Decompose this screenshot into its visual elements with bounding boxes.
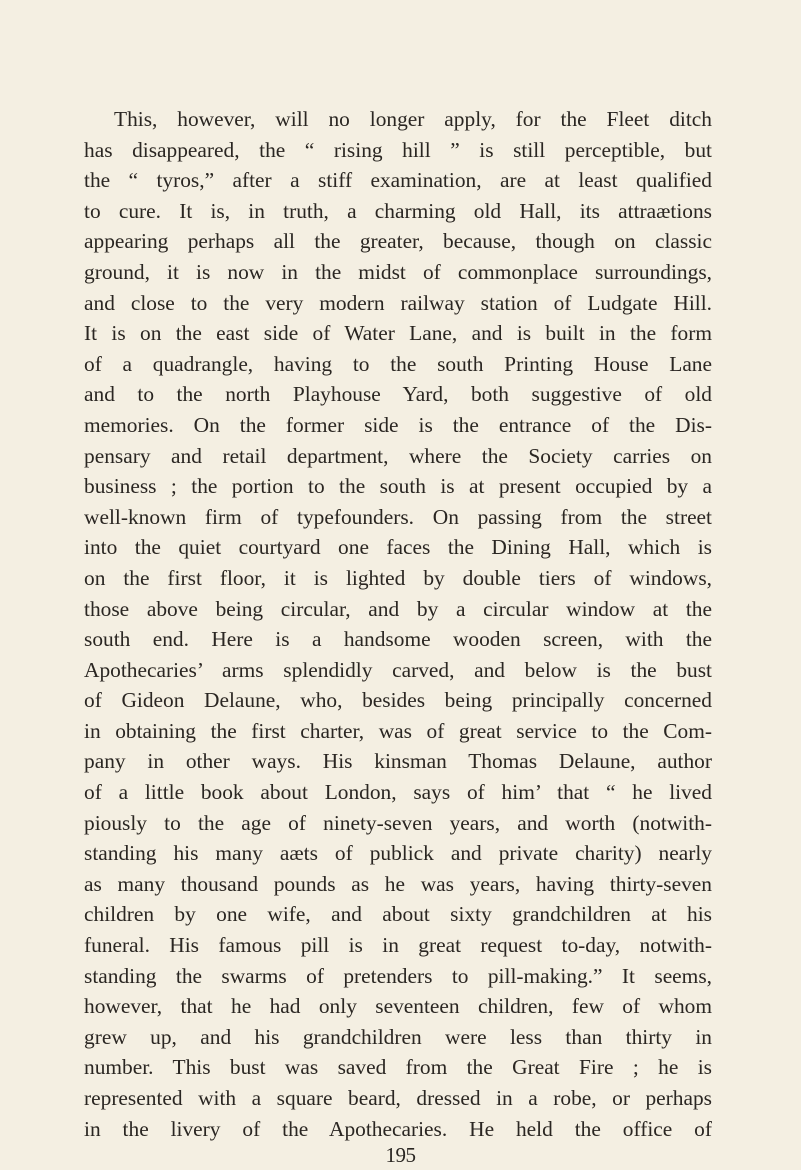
text-line: the “ tyros,” after a stiff examination, are at least qualified (84, 168, 712, 193)
text-line: standing the swarms of pretenders to pill-making.” It seems, (84, 963, 712, 988)
page-number: 195 (385, 1143, 416, 1167)
text-line: in obtaining the first charter, was of great service to the Com- (84, 718, 712, 743)
text-line: into the quiet courtyard one faces the Dining Hall, which is (84, 535, 712, 560)
text-line: grew up, and his grandchildren were less than thirty in (84, 1024, 712, 1049)
text-line: It is on the east side of Water Lane, and is built in the form (84, 321, 712, 346)
text-line: south end. Here is a handsome wooden screen, with the (84, 627, 712, 652)
text-line: business ; the portion to the south is at present occupied by a (84, 474, 712, 499)
text-line: This, however, will no longer apply, for the Fleet ditch (114, 107, 712, 131)
body-text (84, 104, 712, 1144)
text-line: pany in other ways. His kinsman Thomas Delaune, author (84, 749, 712, 774)
text-line: in the livery of the Apothecaries. He held the office of (84, 1116, 712, 1141)
text-line: appearing perhaps all the greater, because, though on classic (84, 229, 712, 254)
text-line: standing his many aæts of publick and private charity) nearly (84, 841, 712, 866)
text-line: number. This bust was saved from the Great Fire ; he is (84, 1055, 712, 1080)
text-line: well-known firm of typefounders. On passing from the street (84, 504, 712, 529)
text-line: has disappeared, the “ rising hill ” is still perceptible, but (84, 137, 712, 162)
text-line: and close to the very modern railway station of Ludgate Hill. (84, 290, 712, 315)
text-line: funeral. His famous pill is in great request to-day, notwith- (84, 933, 712, 958)
text-line: children by one wife, and about sixty grandchildren at his (84, 902, 712, 927)
text-line: and to the north Playhouse Yard, both suggestive of old (84, 382, 712, 407)
text-line: pensary and retail department, where the Society carries on (84, 443, 712, 468)
text-line: on the first floor, it is lighted by double tiers of windows, (84, 565, 712, 590)
text-line: of a quadrangle, having to the south Printing House Lane (84, 351, 712, 376)
text-line: Apothecaries’ arms splendidly carved, and below is the bust (84, 657, 712, 682)
text-line: piously to the age of ninety-seven years, and worth (notwith- (84, 810, 712, 835)
text-line: represented with a square beard, dressed in a robe, or perhaps (84, 1086, 712, 1110)
text-line: however, that he had only seventeen children, few of whom (84, 994, 712, 1019)
text-line: to cure. It is, in truth, a charming old Hall, its attraætions (84, 198, 712, 223)
text-line: of a little book about London, says of him’ that “ he lived (84, 780, 712, 805)
text-line: of Gideon Delaune, who, besides being principally concerned (84, 688, 712, 713)
text-line: ground, it is now in the midst of commonplace surroundings, (84, 259, 712, 284)
text-line: those above being circular, and by a circular window at the (84, 596, 712, 621)
text-line: memories. On the former side is the entrance of the Dis- (84, 412, 712, 437)
text-line: as many thousand pounds as he was years, having thirty-seven (84, 871, 712, 896)
